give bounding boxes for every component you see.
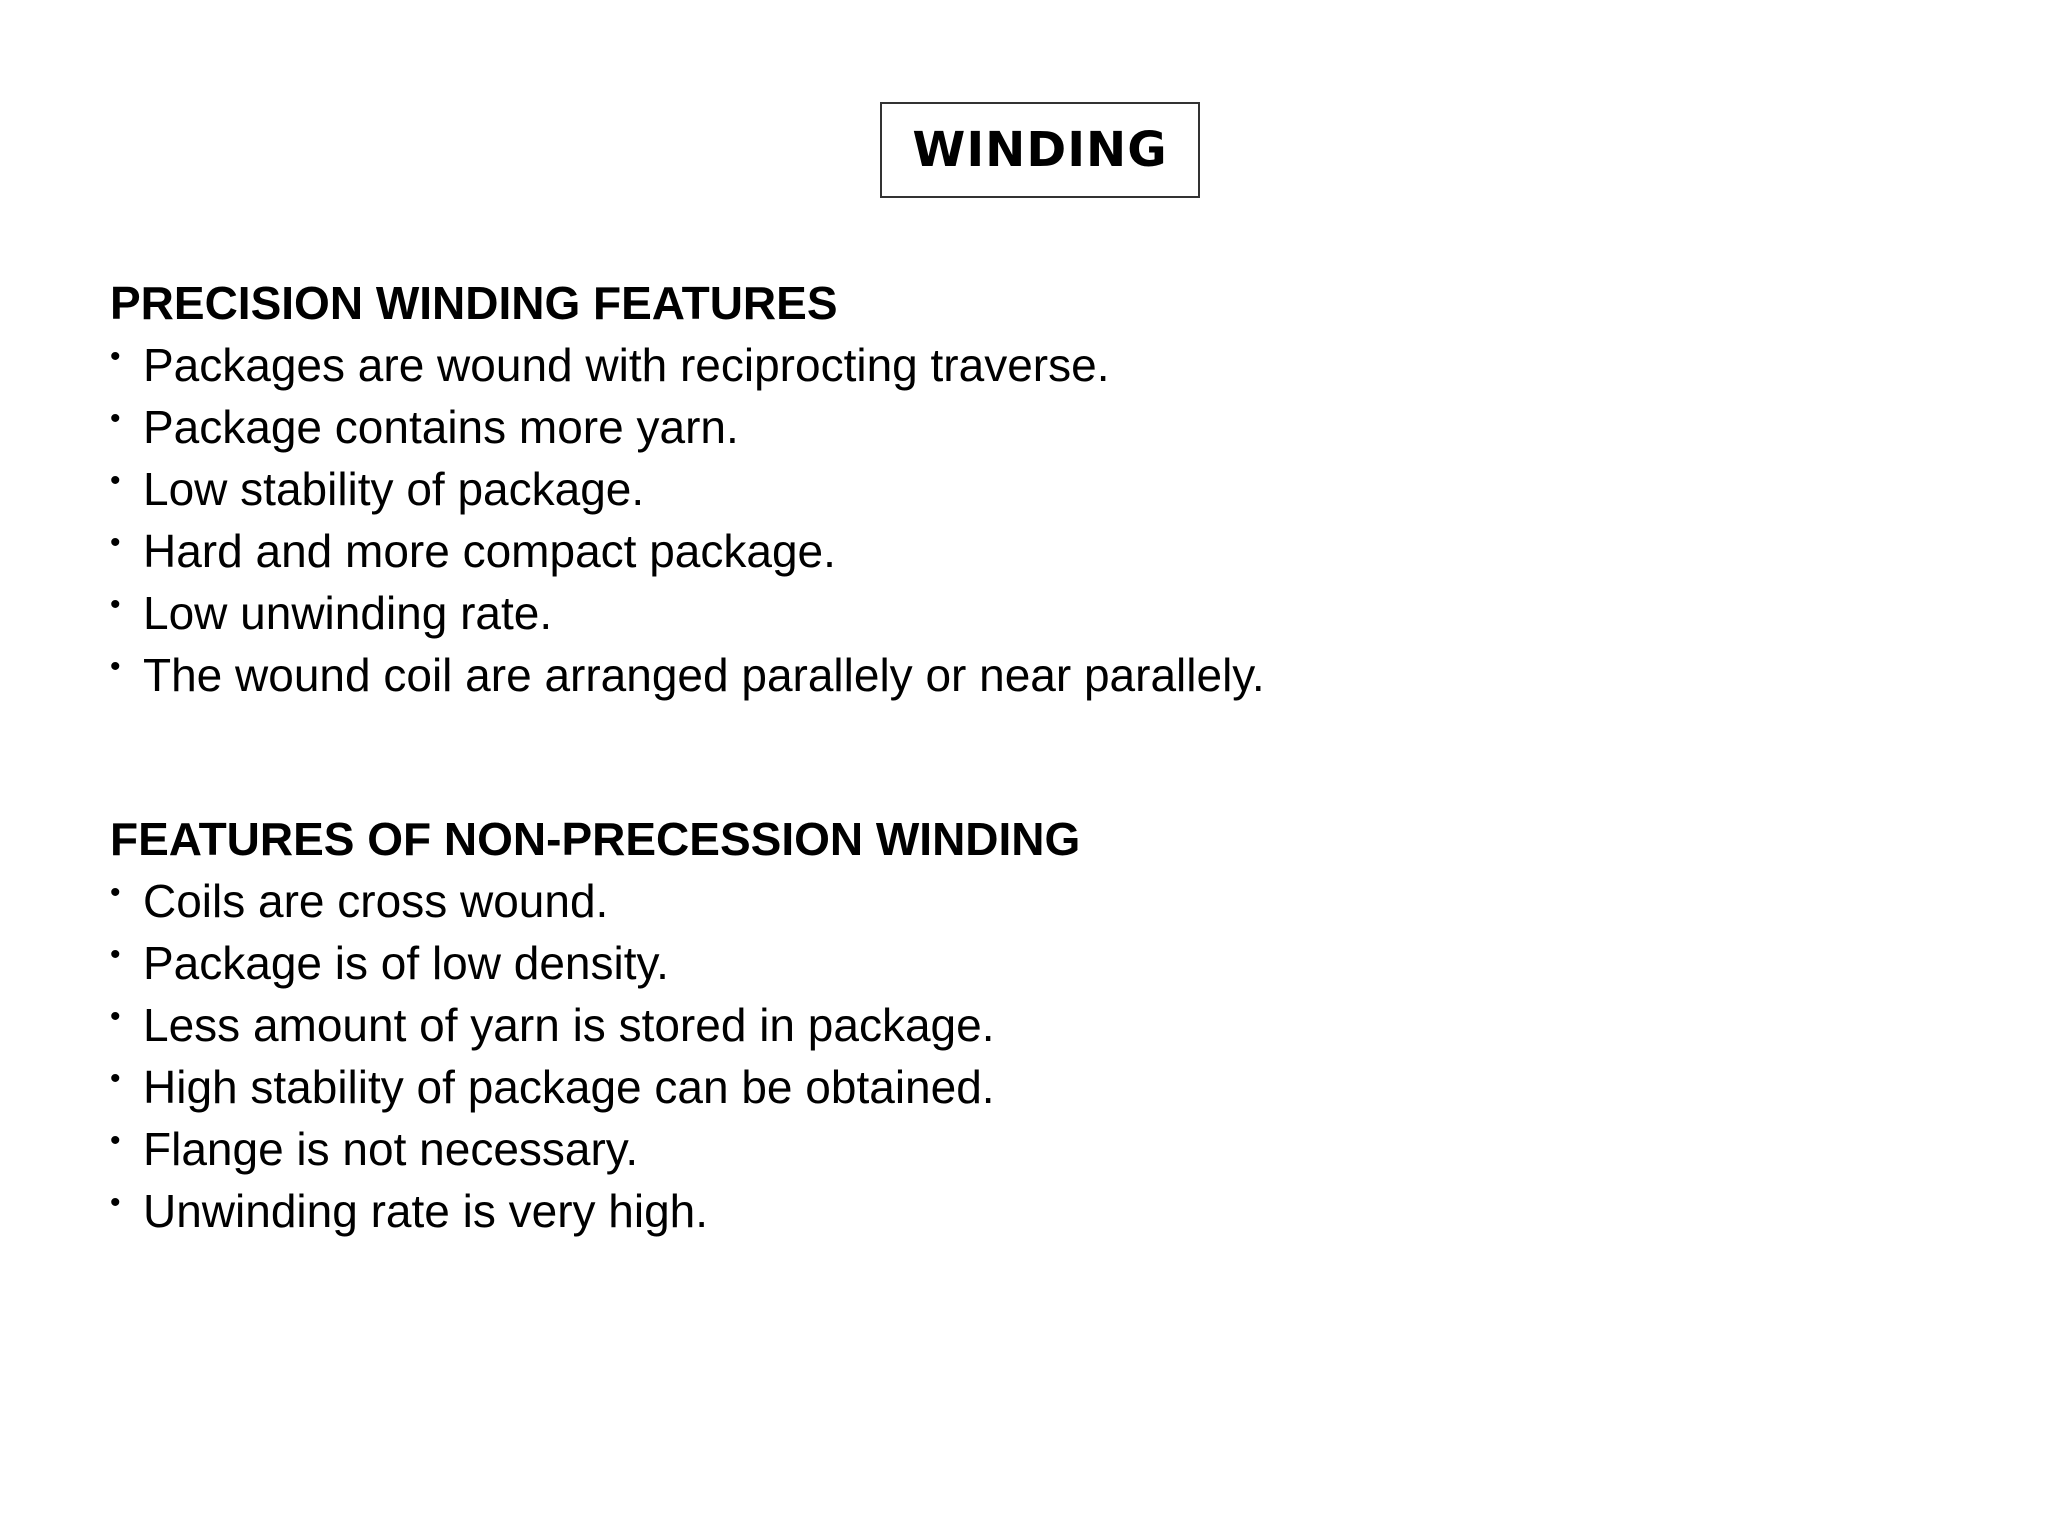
list-item-text: Low unwinding rate. — [143, 587, 553, 639]
bullet-list — [110, 870, 1990, 1242]
list-item — [110, 582, 1990, 644]
list-item-text: Package contains more yarn. — [143, 401, 739, 453]
bullet-icon: • — [110, 464, 121, 497]
page-title: WINDING — [912, 122, 1168, 178]
bullet-icon: • — [110, 1124, 121, 1157]
list-item-text: Flange is not necessary. — [143, 1123, 639, 1175]
section-heading: FEATURES OF NON-PRECESSION WINDING — [110, 813, 1081, 865]
list-item — [110, 1180, 1990, 1242]
bullet-icon: • — [110, 876, 121, 909]
bullet-icon: • — [110, 588, 121, 621]
list-item-text: Package is of low density. — [143, 937, 669, 989]
list-item-text: Hard and more compact package. — [143, 525, 836, 577]
section-precision-winding — [110, 272, 1990, 706]
list-item — [110, 870, 1990, 932]
bullet-icon: • — [110, 340, 121, 373]
bullet-icon: • — [110, 1186, 121, 1219]
bullet-icon: • — [110, 1062, 121, 1095]
section-heading: PRECISION WINDING FEATURES — [110, 277, 838, 329]
list-item-text: The wound coil are arranged parallely or near parallely. — [143, 649, 1265, 701]
list-item — [110, 994, 1990, 1056]
list-item — [110, 458, 1990, 520]
title-box — [880, 102, 1200, 198]
list-item-text: Less amount of yarn is stored in package. — [143, 999, 995, 1051]
bullet-icon: • — [110, 938, 121, 971]
list-item-text: Packages are wound with reciprocting traverse. — [143, 339, 1110, 391]
bullet-icon: • — [110, 650, 121, 683]
list-item — [110, 520, 1990, 582]
list-item — [110, 1056, 1990, 1118]
bullet-icon: • — [110, 1000, 121, 1033]
list-item-text: Coils are cross wound. — [143, 875, 609, 927]
list-item — [110, 644, 1990, 706]
list-item-text: Low stability of package. — [143, 463, 645, 515]
bullet-icon: • — [110, 526, 121, 559]
bullet-list — [110, 334, 1990, 706]
list-item — [110, 396, 1990, 458]
bullet-icon: • — [110, 402, 121, 435]
list-item-text: High stability of package can be obtained. — [143, 1061, 995, 1113]
list-item — [110, 932, 1990, 994]
list-item — [110, 334, 1990, 396]
list-item-text: Unwinding rate is very high. — [143, 1185, 709, 1237]
section-non-precession-winding — [110, 808, 1990, 1242]
list-item — [110, 1118, 1990, 1180]
